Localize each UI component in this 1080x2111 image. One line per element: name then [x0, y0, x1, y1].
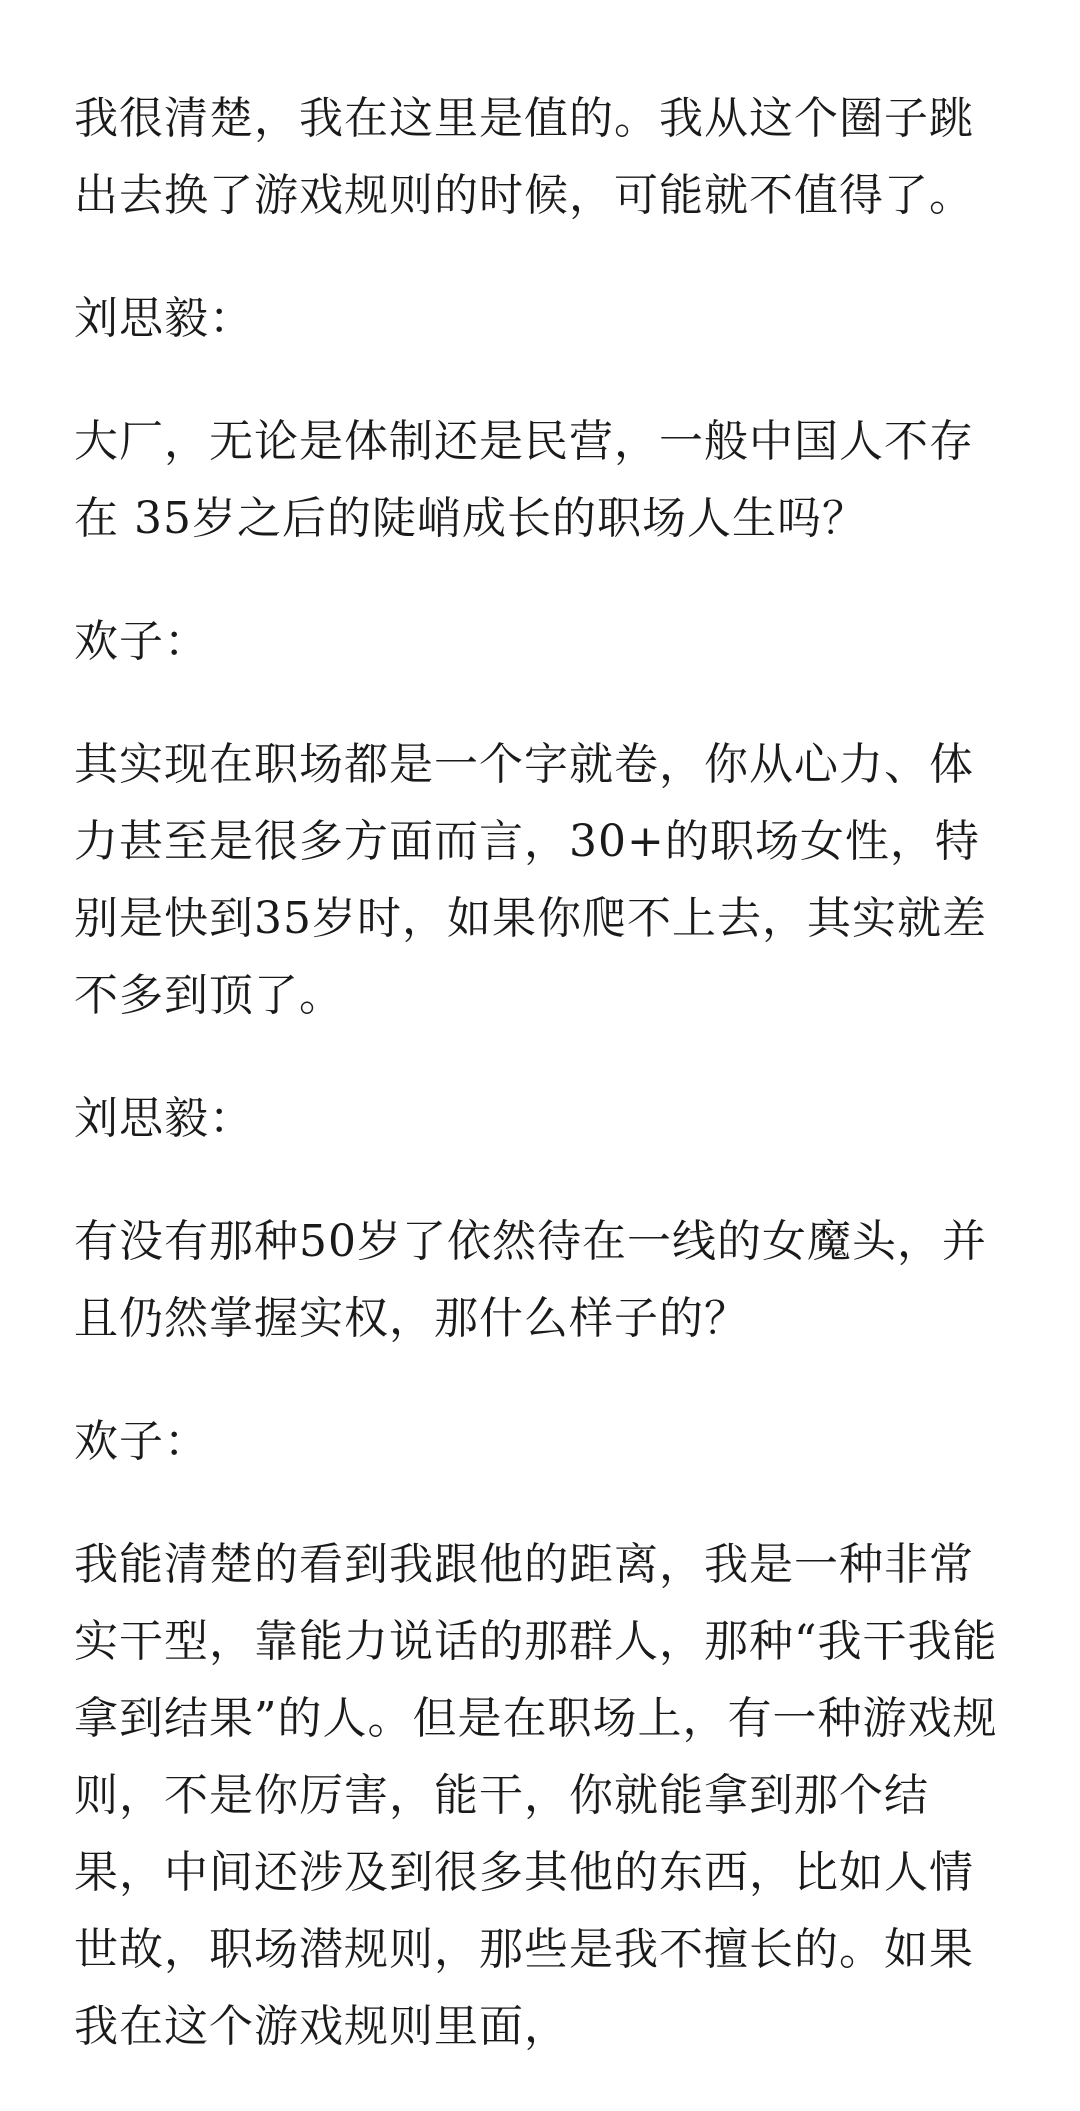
speaker-label: 刘思毅：: [74, 1093, 254, 1144]
paragraph-text: 我能清楚的看到我跟他的距离，我是一种非常实干型，靠能力说话的那群人，那种“我干我能拿到结果”的人。但是在职场上，有一种游戏规则，不是你厉害，能干，你就能拿到那个结果，中间还涉及到很多其他的东西，比如人情世故，职场潜规则，那些是我不擅长的。如果我在这个游戏规则里面，: [74, 1539, 998, 2052]
speaker-label: 欢子：: [74, 1416, 209, 1467]
paragraph-text: 我很清楚，我在这里是值的。我从这个圈子跳出去换了游戏规则的时候，可能就不值得了。: [74, 93, 974, 221]
paragraph-text: 其实现在职场都是一个字就卷，你从心力、体力甚至是很多方面而言，30+的职场女性，特别是快到35岁时，如果你爬不上去，其实就差不多到顶了。: [74, 739, 987, 1021]
paragraph-text: 有没有那种50岁了依然待在一线的女魔头，并且仍然掌握实权，那什么样子的？: [74, 1216, 987, 1344]
speaker-label: 刘思毅：: [74, 293, 254, 344]
article-body: [74, 80, 1014, 2111]
paragraph-text: 大厂，无论是体制还是民营，一般中国人不存在 35岁之后的陡峭成长的职场人生吗？: [74, 416, 974, 544]
speaker-label: 欢子：: [74, 616, 209, 667]
